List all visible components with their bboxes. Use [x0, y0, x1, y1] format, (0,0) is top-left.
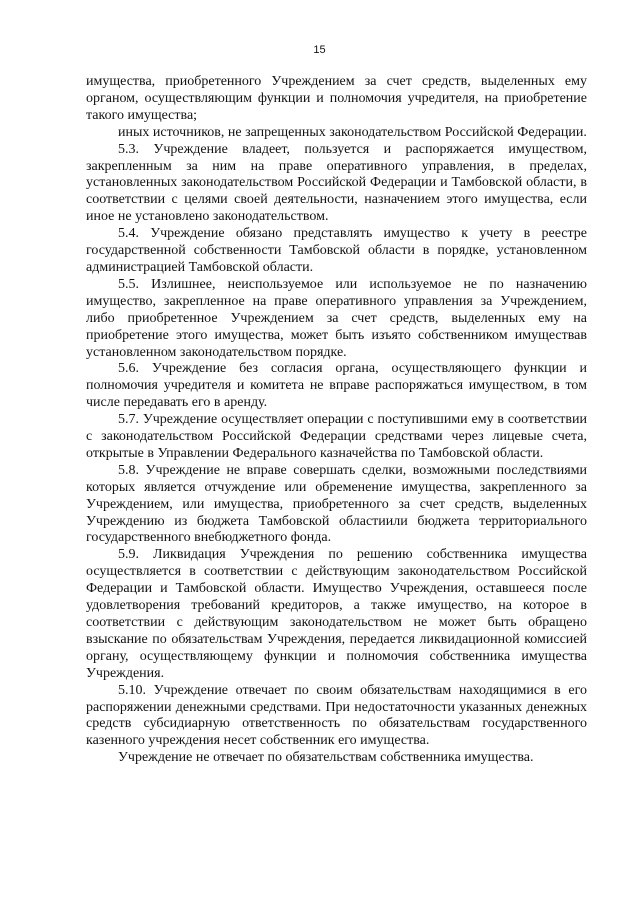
paragraph: 5.7. Учреждение осуществляет операции с поступившими ему в соответствии с законодательством Российской Федерации средствами через лицевые счета, открытые в Управлении Федерального казначейства по Тамбовской области.: [86, 412, 587, 461]
paragraph: имущества, приобретенного Учреждением за счет средств, выделенных ему органом, осуществляющим функции и полномочия учредителя, на приобретение такого имущества;: [86, 74, 587, 123]
paragraph: 5.8. Учреждение не вправе совершать сделки, возможными последствиями которых является отчуждение или обременение имущества, закрепленного за Учреждением, или имущества, приобретенного за счет средств, выделенных Учреждению из бюджета Тамбовской областиили бюджета территориального государственного внебюджетного фонда.: [86, 462, 587, 546]
paragraph: иных источников, не запрещенных законодательством Российской Федерации.: [118, 124, 587, 140]
paragraph: 5.6. Учреждение без согласия органа, осуществляющего функции и полномочия учредителя и комитета не вправе распоряжаться имуществом, в том числе передавать его в аренду.: [86, 361, 587, 411]
document-body: [86, 74, 587, 767]
paragraph: 5.5. Излишнее, неиспользуемое или используемое не по назначению имущество, закрепленное на праве оперативного управления за Учреждением, либо приобретенное Учреждением за счет средств, выделенных ему на приобретение этого имущества, может быть изъято собственником имуществав установленном законодательством порядке.: [86, 276, 587, 360]
paragraph: 5.10. Учреждение отвечает по своим обязательствам находящимися в его распоряжении денежными средствами. При недостаточности указанных денежных средств субсидиарную ответственность по обязательствам государственного казенного учреждения несет собственник его имущества.: [86, 682, 587, 749]
page-number: 15: [313, 44, 326, 56]
paragraph: 5.4. Учреждение обязано представлять имущество к учету в реестре государственной собственности Тамбовской области в порядке, установленном администрацией Тамбовской области.: [86, 226, 587, 275]
paragraph: Учреждение не отвечает по обязательствам собственника имущества.: [118, 750, 534, 766]
paragraph: 5.9. Ликвидация Учреждения по решению собственника имущества осуществляется в соответствии с действующим законодательством Российской Федерации и Тамбовской области. Имущество Учреждения, оставшееся после удовлетворения требований кредиторов, а также имущество, на которое в соответствии с действующим законодательством не может быть обращено взыскание по обязательствам Учреждения, передается ликвидационной комиссией органу, осуществляющему функции и полномочия собственника имущества Учреждения.: [86, 547, 587, 681]
paragraph: 5.3. Учреждение владеет, пользуется и распоряжается имуществом, закрепленным за ним на праве оперативного управления, в пределах, установленных законодательством Российской Федерации и Тамбовской области, в соответствии с целями своей деятельности, назначением этого имущества, если иное не установлено законодательством.: [86, 141, 587, 225]
